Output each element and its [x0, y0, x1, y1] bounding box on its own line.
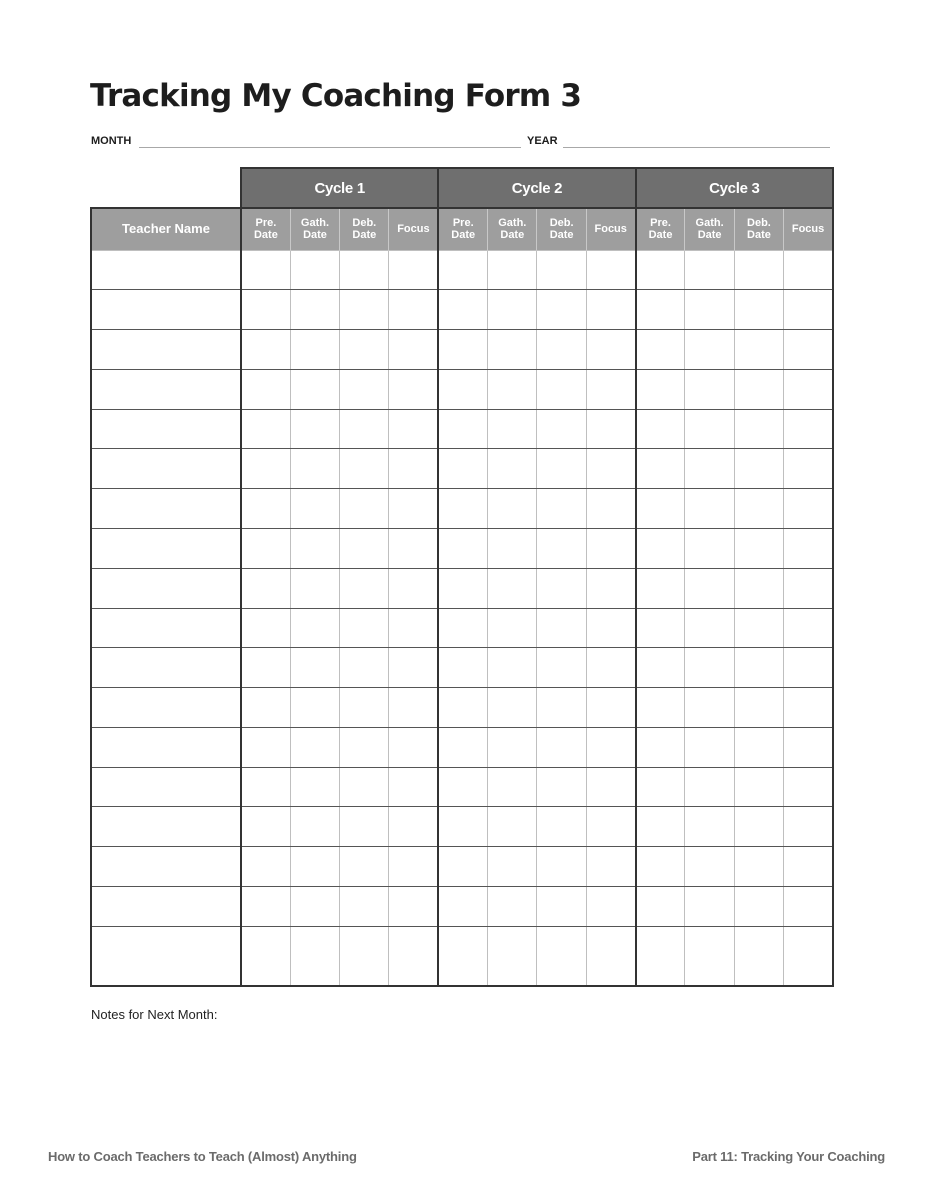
- table-row: [91, 369, 833, 409]
- cycle-1-cell[interactable]: [389, 767, 438, 807]
- teacher-name-cell[interactable]: [91, 528, 241, 568]
- cycle-1-cell[interactable]: [241, 688, 290, 728]
- cycle-3-cell[interactable]: [636, 648, 685, 688]
- teacher-name-cell[interactable]: [91, 807, 241, 847]
- cycle-1-cell[interactable]: [241, 250, 290, 290]
- cycle-1-cell[interactable]: [389, 887, 438, 927]
- cycle-3-cell[interactable]: [734, 648, 783, 688]
- cycle-1-cell[interactable]: [241, 449, 290, 489]
- cycle-2-cell[interactable]: [438, 528, 487, 568]
- cycle-1-cell[interactable]: [290, 767, 339, 807]
- cycle-3-cell[interactable]: [685, 250, 734, 290]
- cycle-2-cell[interactable]: [438, 449, 487, 489]
- table-row: [91, 528, 833, 568]
- cycle-2-cell[interactable]: [586, 528, 635, 568]
- table-row: [91, 250, 833, 290]
- cycle-3-cell[interactable]: [636, 250, 685, 290]
- cycle-3-cell[interactable]: [734, 528, 783, 568]
- cycle-3-cell[interactable]: [636, 847, 685, 887]
- teacher-name-cell[interactable]: [91, 568, 241, 608]
- cycle-1-cell[interactable]: [389, 449, 438, 489]
- cycle-3-cell[interactable]: [636, 409, 685, 449]
- cycle-2-cell[interactable]: [586, 727, 635, 767]
- cycle-3-cell[interactable]: [636, 290, 685, 330]
- cycle-2-cell[interactable]: [438, 369, 487, 409]
- cycle-1-cell[interactable]: [389, 250, 438, 290]
- cycle-1-cell[interactable]: [389, 807, 438, 847]
- cycle-1-cell[interactable]: [290, 727, 339, 767]
- cycle-2-cell[interactable]: [438, 409, 487, 449]
- cycle-1-cell[interactable]: [290, 608, 339, 648]
- cycle-1-cell[interactable]: [389, 688, 438, 728]
- page-title: Tracking My Coaching Form 3: [90, 78, 582, 114]
- cycle-1-cell[interactable]: [340, 887, 389, 927]
- teacher-name-cell[interactable]: [91, 330, 241, 370]
- cycle-2-cell[interactable]: [438, 727, 487, 767]
- cycle-2-cell[interactable]: [537, 926, 586, 986]
- cycle-1-cell[interactable]: [290, 250, 339, 290]
- cycle-3-cell[interactable]: [685, 688, 734, 728]
- cycle-3-cell[interactable]: [784, 648, 833, 688]
- cycle-1-cell[interactable]: [340, 528, 389, 568]
- teacher-name-cell[interactable]: [91, 926, 241, 986]
- teacher-name-cell[interactable]: [91, 250, 241, 290]
- cycle-3-cell[interactable]: [734, 250, 783, 290]
- cycle-2-cell[interactable]: [537, 528, 586, 568]
- cycle-1-cell[interactable]: [389, 290, 438, 330]
- cycle-2-cell[interactable]: [488, 290, 537, 330]
- cycle-1-cell[interactable]: [290, 528, 339, 568]
- cycle-2-cell[interactable]: [586, 648, 635, 688]
- cycle-2-cell[interactable]: [537, 847, 586, 887]
- cycle-3-cell[interactable]: [784, 887, 833, 927]
- cycle-1-cell[interactable]: [389, 608, 438, 648]
- cycle-1-cell[interactable]: [340, 807, 389, 847]
- cycle-2-cell[interactable]: [537, 608, 586, 648]
- cycle-2-header: Cycle 2: [438, 168, 635, 208]
- cycle-1-cell[interactable]: [241, 727, 290, 767]
- teacher-name-cell[interactable]: [91, 449, 241, 489]
- cycle-2-cell[interactable]: [586, 489, 635, 529]
- cycle-2-cell[interactable]: [488, 648, 537, 688]
- cycle-2-cell[interactable]: [537, 369, 586, 409]
- teacher-name-cell[interactable]: [91, 608, 241, 648]
- cycle-2-cell[interactable]: [488, 807, 537, 847]
- cycle-3-cell[interactable]: [636, 926, 685, 986]
- blank-corner: [91, 168, 241, 208]
- cycle-2-cell[interactable]: [488, 330, 537, 370]
- cycle-2-cell[interactable]: [537, 290, 586, 330]
- table-row: [91, 767, 833, 807]
- cycle-2-cell[interactable]: [537, 330, 586, 370]
- cycle-2-cell[interactable]: [438, 807, 487, 847]
- cycle-2-cell[interactable]: [488, 369, 537, 409]
- cycle-2-cell[interactable]: [586, 887, 635, 927]
- table-row: [91, 688, 833, 728]
- cycle-1-cell[interactable]: [290, 688, 339, 728]
- table-row: [91, 926, 833, 986]
- cycle-2-cell[interactable]: [438, 847, 487, 887]
- teacher-name-cell[interactable]: [91, 688, 241, 728]
- cycle-3-cell[interactable]: [685, 648, 734, 688]
- cycle-3-cell[interactable]: [636, 489, 685, 529]
- cycle-2-cell[interactable]: [537, 727, 586, 767]
- cycle-3-cell[interactable]: [685, 807, 734, 847]
- cycle-3-cell[interactable]: [685, 727, 734, 767]
- cycle-2-cell[interactable]: [488, 926, 537, 986]
- table-row: [91, 330, 833, 370]
- cycle-2-cell[interactable]: [438, 330, 487, 370]
- cycle-3-cell[interactable]: [734, 887, 783, 927]
- cycle-1-cell[interactable]: [290, 449, 339, 489]
- cycle-3-cell[interactable]: [685, 926, 734, 986]
- cycle-1-cell[interactable]: [389, 568, 438, 608]
- cycle-3-header: Cycle 3: [636, 168, 833, 208]
- cycle-1-cell[interactable]: [389, 528, 438, 568]
- cycle-3-cell[interactable]: [636, 330, 685, 370]
- table-row: [91, 887, 833, 927]
- cycle-1-cell[interactable]: [290, 887, 339, 927]
- year-label: YEAR: [527, 135, 558, 147]
- month-field[interactable]: [139, 147, 521, 148]
- cycle-2-cell[interactable]: [537, 767, 586, 807]
- cycle-1-cell[interactable]: [389, 648, 438, 688]
- cycle-1-cell[interactable]: [389, 369, 438, 409]
- cycle-1-cell[interactable]: [290, 369, 339, 409]
- cycle-3-cell[interactable]: [734, 608, 783, 648]
- cycle-3-cell[interactable]: [734, 926, 783, 986]
- cycle-3-cell[interactable]: [734, 847, 783, 887]
- cycle-1-cell[interactable]: [241, 887, 290, 927]
- cycle-1-cell[interactable]: [340, 290, 389, 330]
- teacher-name-cell[interactable]: [91, 489, 241, 529]
- cycle-3-cell[interactable]: [784, 926, 833, 986]
- teacher-name-cell[interactable]: [91, 369, 241, 409]
- cycle-1-cell[interactable]: [290, 648, 339, 688]
- cycle-3-cell[interactable]: [784, 250, 833, 290]
- cycle-3-cell[interactable]: [636, 887, 685, 927]
- cycle-3-cell[interactable]: [636, 727, 685, 767]
- cycle-3-cell[interactable]: [685, 489, 734, 529]
- cycle-2-cell[interactable]: [586, 608, 635, 648]
- cycle-1-cell[interactable]: [389, 847, 438, 887]
- cycle-3-subheader-2: Deb. Date: [734, 208, 783, 250]
- cycle-1-cell[interactable]: [340, 489, 389, 529]
- cycle-3-cell[interactable]: [784, 608, 833, 648]
- cycle-3-cell[interactable]: [734, 807, 783, 847]
- cycle-1-cell[interactable]: [290, 847, 339, 887]
- cycle-3-cell[interactable]: [734, 688, 783, 728]
- cycle-1-cell[interactable]: [389, 489, 438, 529]
- cycle-1-cell[interactable]: [241, 767, 290, 807]
- cycle-1-cell[interactable]: [290, 330, 339, 370]
- cycle-3-cell[interactable]: [784, 449, 833, 489]
- cycle-2-cell[interactable]: [438, 648, 487, 688]
- cycle-2-cell[interactable]: [488, 528, 537, 568]
- cycle-2-cell[interactable]: [488, 250, 537, 290]
- cycle-3-cell[interactable]: [734, 409, 783, 449]
- notes-label: Notes for Next Month:: [91, 1007, 218, 1022]
- table-row: [91, 608, 833, 648]
- cycle-2-cell[interactable]: [438, 568, 487, 608]
- table-row: [91, 568, 833, 608]
- teacher-name-cell[interactable]: [91, 847, 241, 887]
- cycle-2-cell[interactable]: [586, 847, 635, 887]
- teacher-name-cell[interactable]: [91, 767, 241, 807]
- cycle-1-cell[interactable]: [241, 568, 290, 608]
- cycle-1-subheader-0: Pre. Date: [241, 208, 290, 250]
- cycle-2-cell[interactable]: [488, 847, 537, 887]
- cycle-2-cell[interactable]: [586, 767, 635, 807]
- month-label: MONTH: [91, 135, 132, 147]
- cycle-2-cell[interactable]: [438, 250, 487, 290]
- cycle-2-cell[interactable]: [537, 250, 586, 290]
- cycle-3-cell[interactable]: [784, 290, 833, 330]
- cycle-1-cell[interactable]: [241, 847, 290, 887]
- cycle-1-cell[interactable]: [290, 489, 339, 529]
- cycle-2-cell[interactable]: [586, 250, 635, 290]
- teacher-name-cell[interactable]: [91, 290, 241, 330]
- cycle-1-cell[interactable]: [340, 727, 389, 767]
- cycle-3-cell[interactable]: [685, 449, 734, 489]
- cycle-3-cell[interactable]: [685, 608, 734, 648]
- cycle-2-cell[interactable]: [438, 887, 487, 927]
- cycle-2-cell[interactable]: [586, 330, 635, 370]
- cycle-3-cell[interactable]: [784, 727, 833, 767]
- cycle-2-cell[interactable]: [537, 409, 586, 449]
- table-row: [91, 727, 833, 767]
- cycle-3-cell[interactable]: [685, 568, 734, 608]
- cycle-1-cell[interactable]: [340, 369, 389, 409]
- cycle-2-cell[interactable]: [586, 449, 635, 489]
- cycle-1-subheader-1: Gath. Date: [290, 208, 339, 250]
- cycle-2-cell[interactable]: [438, 688, 487, 728]
- cycle-2-cell[interactable]: [438, 489, 487, 529]
- cycle-1-subheader-2: Deb. Date: [340, 208, 389, 250]
- cycle-1-cell[interactable]: [340, 608, 389, 648]
- cycle-1-cell[interactable]: [241, 489, 290, 529]
- cycle-3-cell[interactable]: [685, 409, 734, 449]
- cycle-3-cell[interactable]: [734, 727, 783, 767]
- cycle-2-cell[interactable]: [537, 688, 586, 728]
- coaching-tracking-table: [90, 167, 834, 987]
- cycle-2-cell[interactable]: [438, 290, 487, 330]
- cycle-3-cell[interactable]: [734, 767, 783, 807]
- cycle-2-cell[interactable]: [537, 887, 586, 927]
- cycle-3-cell[interactable]: [734, 568, 783, 608]
- cycle-3-cell[interactable]: [685, 528, 734, 568]
- cycle-2-cell[interactable]: [488, 568, 537, 608]
- cycle-3-cell[interactable]: [734, 330, 783, 370]
- cycle-1-cell[interactable]: [290, 568, 339, 608]
- teacher-name-header: Teacher Name: [91, 208, 241, 250]
- cycle-2-cell[interactable]: [438, 608, 487, 648]
- cycle-3-cell[interactable]: [784, 489, 833, 529]
- cycle-3-cell[interactable]: [734, 369, 783, 409]
- cycle-1-cell[interactable]: [340, 648, 389, 688]
- table-row: [91, 489, 833, 529]
- cycle-3-cell[interactable]: [636, 767, 685, 807]
- cycle-2-cell[interactable]: [537, 489, 586, 529]
- cycle-3-cell[interactable]: [636, 369, 685, 409]
- cycle-3-cell[interactable]: [636, 688, 685, 728]
- footer-book-title: How to Coach Teachers to Teach (Almost) Anything: [48, 1149, 357, 1164]
- table-row: [91, 449, 833, 489]
- cycle-1-cell[interactable]: [241, 330, 290, 370]
- teacher-name-cell[interactable]: [91, 648, 241, 688]
- cycle-3-cell[interactable]: [685, 369, 734, 409]
- cycle-3-cell[interactable]: [734, 449, 783, 489]
- footer-section: Part 11: Tracking Your Coaching: [692, 1149, 885, 1164]
- cycle-3-cell[interactable]: [636, 608, 685, 648]
- cycle-3-cell[interactable]: [636, 528, 685, 568]
- cycle-3-cell[interactable]: [636, 449, 685, 489]
- cycle-3-subheader-3: Focus: [784, 208, 833, 250]
- cycle-1-cell[interactable]: [241, 290, 290, 330]
- teacher-name-cell[interactable]: [91, 727, 241, 767]
- cycle-1-cell[interactable]: [389, 409, 438, 449]
- cycle-1-cell[interactable]: [340, 847, 389, 887]
- cycle-2-cell[interactable]: [537, 449, 586, 489]
- cycle-3-cell[interactable]: [784, 568, 833, 608]
- cycle-2-cell[interactable]: [537, 648, 586, 688]
- table-row: [91, 409, 833, 449]
- cycle-3-cell[interactable]: [685, 330, 734, 370]
- cycle-2-cell[interactable]: [488, 409, 537, 449]
- cycle-1-cell[interactable]: [290, 409, 339, 449]
- cycle-2-cell[interactable]: [488, 688, 537, 728]
- cycle-1-cell[interactable]: [340, 409, 389, 449]
- cycle-2-cell[interactable]: [438, 767, 487, 807]
- cycle-3-cell[interactable]: [784, 688, 833, 728]
- cycle-3-cell[interactable]: [685, 887, 734, 927]
- cycle-1-cell[interactable]: [389, 926, 438, 986]
- cycle-2-subheader-2: Deb. Date: [537, 208, 586, 250]
- cycle-2-subheader-1: Gath. Date: [488, 208, 537, 250]
- cycle-1-cell[interactable]: [241, 648, 290, 688]
- cycle-2-cell[interactable]: [488, 489, 537, 529]
- cycle-2-cell[interactable]: [586, 688, 635, 728]
- cycle-3-cell[interactable]: [734, 489, 783, 529]
- cycle-3-cell[interactable]: [784, 807, 833, 847]
- cycle-1-cell[interactable]: [290, 290, 339, 330]
- table-row: [91, 648, 833, 688]
- cycle-3-cell[interactable]: [685, 290, 734, 330]
- teacher-name-cell[interactable]: [91, 409, 241, 449]
- cycle-2-cell[interactable]: [488, 887, 537, 927]
- cycle-2-cell[interactable]: [488, 727, 537, 767]
- cycle-2-cell[interactable]: [537, 568, 586, 608]
- cycle-1-cell[interactable]: [290, 807, 339, 847]
- cycle-1-cell[interactable]: [241, 608, 290, 648]
- cycle-1-cell[interactable]: [241, 926, 290, 986]
- cycle-1-cell[interactable]: [340, 926, 389, 986]
- cycle-1-cell[interactable]: [340, 688, 389, 728]
- cycle-1-cell[interactable]: [241, 369, 290, 409]
- cycle-1-cell[interactable]: [340, 568, 389, 608]
- cycle-2-cell[interactable]: [488, 767, 537, 807]
- cycle-3-cell[interactable]: [784, 528, 833, 568]
- cycle-3-cell[interactable]: [784, 330, 833, 370]
- cycle-1-cell[interactable]: [340, 250, 389, 290]
- cycle-2-cell[interactable]: [488, 608, 537, 648]
- cycle-3-cell[interactable]: [685, 847, 734, 887]
- teacher-name-cell[interactable]: [91, 887, 241, 927]
- cycle-2-subheader-3: Focus: [586, 208, 635, 250]
- cycle-1-cell[interactable]: [241, 807, 290, 847]
- cycle-3-cell[interactable]: [685, 767, 734, 807]
- cycle-1-cell[interactable]: [340, 767, 389, 807]
- cycle-1-cell[interactable]: [340, 330, 389, 370]
- cycle-3-cell[interactable]: [784, 409, 833, 449]
- year-field[interactable]: [563, 147, 830, 148]
- cycle-3-subheader-1: Gath. Date: [685, 208, 734, 250]
- cycle-2-cell[interactable]: [586, 807, 635, 847]
- cycle-2-cell[interactable]: [586, 926, 635, 986]
- cycle-1-subheader-3: Focus: [389, 208, 438, 250]
- cycle-1-cell[interactable]: [290, 926, 339, 986]
- cycle-2-cell[interactable]: [586, 409, 635, 449]
- cycle-2-cell[interactable]: [537, 807, 586, 847]
- table-row: [91, 847, 833, 887]
- cycle-2-cell[interactable]: [438, 926, 487, 986]
- cycle-3-subheader-0: Pre. Date: [636, 208, 685, 250]
- table-row: [91, 807, 833, 847]
- column-header-row: [91, 208, 833, 250]
- cycle-2-subheader-0: Pre. Date: [438, 208, 487, 250]
- cycle-2-cell[interactable]: [586, 369, 635, 409]
- cycle-3-cell[interactable]: [636, 807, 685, 847]
- cycle-3-cell[interactable]: [784, 847, 833, 887]
- cycle-3-cell[interactable]: [734, 290, 783, 330]
- cycle-1-cell[interactable]: [389, 330, 438, 370]
- cycle-2-cell[interactable]: [586, 568, 635, 608]
- table-body: [91, 250, 833, 986]
- cycle-1-cell[interactable]: [241, 409, 290, 449]
- cycle-3-cell[interactable]: [636, 568, 685, 608]
- cycle-1-header: Cycle 1: [241, 168, 438, 208]
- cycle-3-cell[interactable]: [784, 369, 833, 409]
- table-row: [91, 290, 833, 330]
- cycle-1-cell[interactable]: [389, 727, 438, 767]
- cycle-2-cell[interactable]: [586, 290, 635, 330]
- cycle-1-cell[interactable]: [340, 449, 389, 489]
- cycle-1-cell[interactable]: [241, 528, 290, 568]
- cycle-3-cell[interactable]: [784, 767, 833, 807]
- cycle-header-row: [91, 168, 833, 208]
- cycle-2-cell[interactable]: [488, 449, 537, 489]
